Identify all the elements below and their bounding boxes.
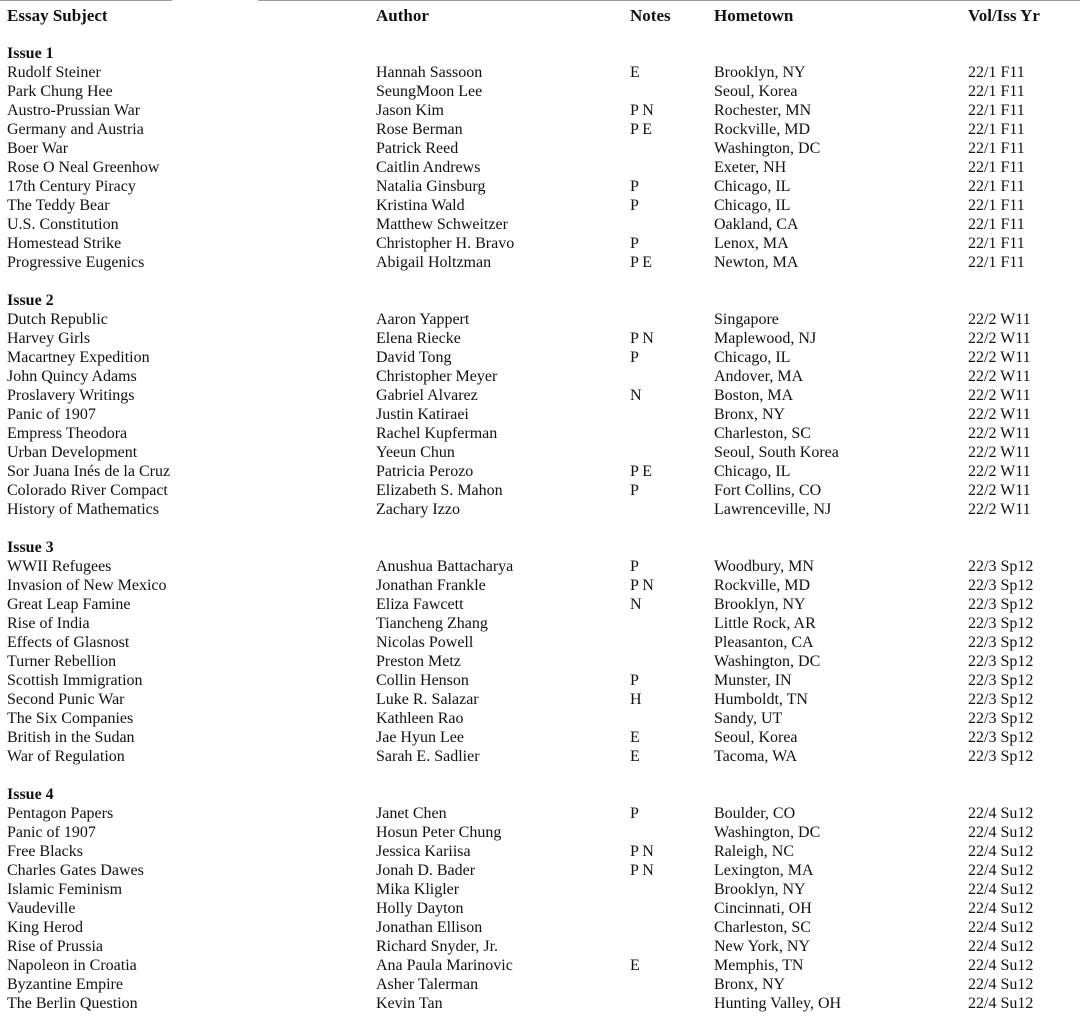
cell-author: Gabriel Alvarez: [376, 387, 478, 404]
cell-vol-iss-yr: 22/2 W11: [968, 406, 1031, 423]
table-row: [0, 443, 1080, 462]
table-row: [0, 367, 1080, 386]
cell-hometown: Chicago, IL: [714, 463, 791, 480]
cell-hometown: Seoul, South Korea: [714, 444, 839, 461]
cell-vol-iss-yr: 22/2 W11: [968, 425, 1031, 442]
cell-notes: P N: [630, 843, 654, 860]
cell-essay-subject: Effects of Glasnost: [7, 634, 130, 651]
cell-vol-iss-yr: 22/2 W11: [968, 444, 1031, 461]
table-row: [0, 424, 1080, 443]
table-row: [0, 196, 1080, 215]
cell-notes: H: [630, 691, 642, 708]
cell-notes: P: [630, 672, 639, 689]
table-header: [0, 6, 1080, 28]
cell-author: Patrick Reed: [376, 140, 459, 157]
section-spacer: [0, 766, 1080, 785]
table-row: [0, 842, 1080, 861]
cell-hometown: Seoul, Korea: [714, 83, 798, 100]
cell-author: Aaron Yappert: [376, 311, 470, 328]
cell-hometown: Lexington, MA: [714, 862, 814, 879]
cell-vol-iss-yr: 22/1 F11: [968, 254, 1025, 271]
cell-vol-iss-yr: 22/3 Sp12: [968, 634, 1034, 651]
cell-notes: E: [630, 957, 640, 974]
cell-author: Mika Kligler: [376, 881, 460, 898]
table-row: [0, 823, 1080, 842]
cell-hometown: Chicago, IL: [714, 197, 791, 214]
table-row: [0, 386, 1080, 405]
cell-hometown: Hunting Valley, OH: [714, 995, 842, 1012]
cell-vol-iss-yr: 22/1 F11: [968, 121, 1025, 138]
table-row: [0, 177, 1080, 196]
cell-essay-subject: Charles Gates Dawes: [7, 862, 144, 879]
cell-hometown: Brooklyn, NY: [714, 64, 806, 81]
top-rules: [0, 0, 1080, 3]
cell-hometown: Pleasanton, CA: [714, 634, 814, 651]
table-row: [0, 500, 1080, 519]
cell-vol-iss-yr: 22/1 F11: [968, 178, 1025, 195]
table-row: [0, 576, 1080, 595]
cell-essay-subject: Pentagon Papers: [7, 805, 114, 822]
cell-essay-subject: British in the Sudan: [7, 729, 135, 746]
cell-author: Zachary Izzo: [376, 501, 460, 518]
cell-vol-iss-yr: 22/3 Sp12: [968, 615, 1034, 632]
cell-hometown: Little Rock, AR: [714, 615, 816, 632]
cell-notes: P N: [630, 330, 654, 347]
table-row: [0, 82, 1080, 101]
cell-essay-subject: Rise of India: [7, 615, 90, 632]
cell-author: Kevin Tan: [376, 995, 443, 1012]
cell-essay-subject: Scottish Immigration: [7, 672, 143, 689]
cell-vol-iss-yr: 22/1 F11: [968, 102, 1025, 119]
cell-vol-iss-yr: 22/2 W11: [968, 482, 1031, 499]
cell-essay-subject: Sor Juana Inés de la Cruz: [7, 463, 171, 480]
cell-vol-iss-yr: 22/3 Sp12: [968, 748, 1034, 765]
cell-essay-subject: Rise of Prussia: [7, 938, 103, 955]
cell-hometown: Brooklyn, NY: [714, 596, 806, 613]
cell-hometown: Boulder, CO: [714, 805, 796, 822]
cell-author: SeungMoon Lee: [376, 83, 483, 100]
issue-title: Issue 4: [7, 786, 54, 803]
cell-hometown: Chicago, IL: [714, 178, 791, 195]
cell-vol-iss-yr: 22/4 Su12: [968, 824, 1034, 841]
cell-essay-subject: Proslavery Writings: [7, 387, 135, 404]
cell-vol-iss-yr: 22/1 F11: [968, 197, 1025, 214]
table-row: [0, 462, 1080, 481]
cell-essay-subject: Great Leap Famine: [7, 596, 131, 613]
cell-essay-subject: 17th Century Piracy: [7, 178, 136, 195]
cell-essay-subject: Progressive Eugenics: [7, 254, 145, 271]
cell-hometown: Cincinnati, OH: [714, 900, 812, 917]
cell-author: Jonathan Ellison: [376, 919, 483, 936]
cell-essay-subject: Panic of 1907: [7, 406, 96, 423]
cell-author: Matthew Schweitzer: [376, 216, 508, 233]
issue-title: Issue 3: [7, 539, 54, 556]
cell-author: Kristina Wald: [376, 197, 465, 214]
cell-author: Caitlin Andrews: [376, 159, 481, 176]
cell-notes: P: [630, 178, 639, 195]
table-row: [0, 880, 1080, 899]
table-row: [0, 614, 1080, 633]
table-row: [0, 747, 1080, 766]
cell-hometown: Fort Collins, CO: [714, 482, 822, 499]
cell-author: Asher Talerman: [376, 976, 479, 993]
cell-vol-iss-yr: 22/3 Sp12: [968, 653, 1034, 670]
cell-essay-subject: U.S. Constitution: [7, 216, 119, 233]
cell-author: Rachel Kupferman: [376, 425, 498, 442]
cell-notes: P: [630, 197, 639, 214]
cell-essay-subject: Islamic Feminism: [7, 881, 123, 898]
cell-author: Patricia Perozo: [376, 463, 474, 480]
table-row: [0, 120, 1080, 139]
table-row: [0, 329, 1080, 348]
cell-notes: P: [630, 349, 639, 366]
cell-hometown: Boston, MA: [714, 387, 794, 404]
cell-essay-subject: The Six Companies: [7, 710, 134, 727]
issue-heading: [0, 538, 1080, 557]
cell-notes: P: [630, 558, 639, 575]
cell-author: Nicolas Powell: [376, 634, 474, 651]
cell-notes: P N: [630, 577, 654, 594]
table-row: [0, 405, 1080, 424]
cell-essay-subject: Free Blacks: [7, 843, 83, 860]
cell-hometown: Rockville, MD: [714, 121, 810, 138]
cell-hometown: Woodbury, MN: [714, 558, 814, 575]
rule-segment: [0, 0, 172, 1]
cell-notes: N: [630, 596, 642, 613]
cell-vol-iss-yr: 22/2 W11: [968, 330, 1031, 347]
cell-essay-subject: Vaudeville: [7, 900, 76, 917]
cell-essay-subject: War of Regulation: [7, 748, 125, 765]
table-row: [0, 348, 1080, 367]
header-author: Author: [376, 6, 429, 25]
cell-essay-subject: Macartney Expedition: [7, 349, 150, 366]
header-hometown: Hometown: [714, 6, 794, 25]
cell-hometown: Seoul, Korea: [714, 729, 798, 746]
cell-author: Collin Henson: [376, 672, 469, 689]
cell-vol-iss-yr: 22/3 Sp12: [968, 710, 1034, 727]
issue-title: Issue 1: [7, 45, 54, 62]
cell-hometown: Charleston, SC: [714, 919, 811, 936]
table-row: [0, 595, 1080, 614]
essay-table-body: [0, 44, 1080, 1013]
cell-author: Elizabeth S. Mahon: [376, 482, 503, 499]
cell-notes: E: [630, 748, 640, 765]
cell-author: Holly Dayton: [376, 900, 464, 917]
table-row: [0, 633, 1080, 652]
table-row: [0, 709, 1080, 728]
table-row: [0, 728, 1080, 747]
cell-hometown: Brooklyn, NY: [714, 881, 806, 898]
cell-vol-iss-yr: 22/3 Sp12: [968, 596, 1034, 613]
cell-hometown: Rockville, MD: [714, 577, 810, 594]
cell-essay-subject: Boer War: [7, 140, 69, 157]
cell-hometown: Singapore: [714, 311, 779, 328]
cell-essay-subject: Second Punic War: [7, 691, 125, 708]
cell-hometown: Washington, DC: [714, 824, 821, 841]
cell-hometown: Lenox, MA: [714, 235, 789, 252]
cell-notes: P N: [630, 862, 654, 879]
cell-essay-subject: Harvey Girls: [7, 330, 91, 347]
cell-hometown: Sandy, UT: [714, 710, 783, 727]
cell-notes: P E: [630, 121, 653, 138]
cell-essay-subject: King Herod: [7, 919, 83, 936]
cell-vol-iss-yr: 22/1 F11: [968, 140, 1025, 157]
cell-essay-subject: The Berlin Question: [7, 995, 138, 1012]
cell-author: Hannah Sassoon: [376, 64, 483, 81]
cell-notes: P N: [630, 102, 654, 119]
cell-hometown: Raleigh, NC: [714, 843, 794, 860]
cell-hometown: Exeter, NH: [714, 159, 787, 176]
cell-essay-subject: The Teddy Bear: [7, 197, 110, 214]
cell-essay-subject: Byzantine Empire: [7, 976, 123, 993]
cell-vol-iss-yr: 22/3 Sp12: [968, 672, 1034, 689]
cell-essay-subject: Dutch Republic: [7, 311, 108, 328]
cell-author: Christopher Meyer: [376, 368, 498, 385]
cell-hometown: Washington, DC: [714, 140, 821, 157]
cell-notes: E: [630, 64, 640, 81]
cell-essay-subject: Austro-Prussian War: [7, 102, 141, 119]
cell-hometown: Oakland, CA: [714, 216, 799, 233]
cell-hometown: Lawrenceville, NJ: [714, 501, 832, 518]
issue-title: Issue 2: [7, 292, 54, 309]
table-row: [0, 690, 1080, 709]
cell-author: Justin Katiraei: [376, 406, 469, 423]
table-row: [0, 253, 1080, 272]
section-spacer: [0, 272, 1080, 291]
cell-hometown: Rochester, MN: [714, 102, 812, 119]
cell-vol-iss-yr: 22/4 Su12: [968, 919, 1034, 936]
table-row: [0, 861, 1080, 880]
cell-hometown: Andover, MA: [714, 368, 804, 385]
table-row: [0, 557, 1080, 576]
cell-vol-iss-yr: 22/1 F11: [968, 235, 1025, 252]
cell-notes: N: [630, 387, 642, 404]
cell-vol-iss-yr: 22/2 W11: [968, 311, 1031, 328]
cell-author: Sarah E. Sadlier: [376, 748, 480, 765]
cell-hometown: Charleston, SC: [714, 425, 811, 442]
cell-essay-subject: Urban Development: [7, 444, 138, 461]
cell-author: Yeeun Chun: [376, 444, 455, 461]
cell-notes: P: [630, 482, 639, 499]
cell-author: Christopher H. Bravo: [376, 235, 515, 252]
cell-essay-subject: Rudolf Steiner: [7, 64, 101, 81]
cell-vol-iss-yr: 22/2 W11: [968, 501, 1031, 518]
cell-notes: P: [630, 235, 639, 252]
cell-essay-subject: Invasion of New Mexico: [7, 577, 167, 594]
table-row: [0, 101, 1080, 120]
cell-notes: P E: [630, 254, 653, 271]
cell-hometown: Newton, MA: [714, 254, 799, 271]
cell-author: Luke R. Salazar: [376, 691, 479, 708]
cell-author: Elena Riecke: [376, 330, 461, 347]
cell-hometown: Bronx, NY: [714, 406, 786, 423]
cell-author: Richard Snyder, Jr.: [376, 938, 499, 955]
table-row: [0, 975, 1080, 994]
cell-essay-subject: Turner Rebellion: [7, 653, 117, 670]
cell-author: Jonah D. Bader: [376, 862, 476, 879]
cell-notes: P E: [630, 463, 653, 480]
cell-hometown: New York, NY: [714, 938, 811, 955]
cell-hometown: Bronx, NY: [714, 976, 786, 993]
cell-vol-iss-yr: 22/2 W11: [968, 368, 1031, 385]
section-spacer: [0, 519, 1080, 538]
cell-vol-iss-yr: 22/2 W11: [968, 387, 1031, 404]
cell-essay-subject: Empress Theodora: [7, 425, 128, 442]
header-vol-iss-yr: Vol/Iss Yr: [968, 6, 1040, 25]
table-row: [0, 310, 1080, 329]
table-row: [0, 994, 1080, 1013]
cell-vol-iss-yr: 22/4 Su12: [968, 995, 1034, 1012]
cell-hometown: Tacoma, WA: [714, 748, 797, 765]
table-row: [0, 956, 1080, 975]
cell-author: Janet Chen: [376, 805, 447, 822]
table-row: [0, 652, 1080, 671]
cell-essay-subject: Napoleon in Croatia: [7, 957, 137, 974]
header-notes: Notes: [630, 6, 671, 25]
cell-author: Tiancheng Zhang: [376, 615, 488, 632]
cell-vol-iss-yr: 22/3 Sp12: [968, 558, 1034, 575]
cell-author: Preston Metz: [376, 653, 461, 670]
cell-vol-iss-yr: 22/2 W11: [968, 463, 1031, 480]
cell-vol-iss-yr: 22/3 Sp12: [968, 729, 1034, 746]
cell-essay-subject: John Quincy Adams: [7, 368, 137, 385]
cell-vol-iss-yr: 22/1 F11: [968, 159, 1025, 176]
cell-vol-iss-yr: 22/1 F11: [968, 83, 1025, 100]
cell-vol-iss-yr: 22/4 Su12: [968, 957, 1034, 974]
cell-essay-subject: Homestead Strike: [7, 235, 122, 252]
table-row: [0, 899, 1080, 918]
table-row: [0, 158, 1080, 177]
cell-vol-iss-yr: 22/4 Su12: [968, 805, 1034, 822]
cell-hometown: Munster, IN: [714, 672, 792, 689]
cell-vol-iss-yr: 22/4 Su12: [968, 862, 1034, 879]
cell-vol-iss-yr: 22/4 Su12: [968, 938, 1034, 955]
cell-author: Kathleen Rao: [376, 710, 464, 727]
cell-hometown: Humboldt, TN: [714, 691, 808, 708]
cell-author: Rose Berman: [376, 121, 463, 138]
cell-essay-subject: History of Mathematics: [7, 501, 159, 518]
cell-vol-iss-yr: 22/4 Su12: [968, 843, 1034, 860]
rule-segment: [258, 0, 1080, 1]
cell-essay-subject: Colorado River Compact: [7, 482, 168, 499]
table-row: [0, 804, 1080, 823]
cell-hometown: Chicago, IL: [714, 349, 791, 366]
cell-author: Abigail Holtzman: [376, 254, 492, 271]
cell-author: David Tong: [376, 349, 452, 366]
cell-author: Jonathan Frankle: [376, 577, 486, 594]
cell-author: Ana Paula Marinovic: [376, 957, 513, 974]
cell-essay-subject: Germany and Austria: [7, 121, 144, 138]
cell-author: Jae Hyun Lee: [376, 729, 464, 746]
issue-heading: [0, 291, 1080, 310]
cell-hometown: Washington, DC: [714, 653, 821, 670]
table-row: [0, 234, 1080, 253]
cell-vol-iss-yr: 22/1 F11: [968, 216, 1025, 233]
cell-vol-iss-yr: 22/3 Sp12: [968, 691, 1034, 708]
table-row: [0, 215, 1080, 234]
cell-author: Anushua Battacharya: [376, 558, 514, 575]
issue-heading: [0, 44, 1080, 63]
header-essay-subject: Essay Subject: [7, 6, 108, 25]
cell-vol-iss-yr: 22/4 Su12: [968, 976, 1034, 993]
cell-vol-iss-yr: 22/1 F11: [968, 64, 1025, 81]
cell-notes: P: [630, 805, 639, 822]
cell-author: Natalia Ginsburg: [376, 178, 486, 195]
table-row: [0, 671, 1080, 690]
cell-author: Eliza Fawcett: [376, 596, 464, 613]
cell-vol-iss-yr: 22/4 Su12: [968, 900, 1034, 917]
table-row: [0, 918, 1080, 937]
cell-essay-subject: Panic of 1907: [7, 824, 96, 841]
cell-hometown: Maplewood, NJ: [714, 330, 817, 347]
cell-author: Jason Kim: [376, 102, 444, 119]
cell-author: Hosun Peter Chung: [376, 824, 502, 841]
table-row: [0, 937, 1080, 956]
issue-heading: [0, 785, 1080, 804]
table-row: [0, 63, 1080, 82]
cell-author: Jessica Kariisa: [376, 843, 471, 860]
cell-essay-subject: Park Chung Hee: [7, 83, 113, 100]
cell-vol-iss-yr: 22/2 W11: [968, 349, 1031, 366]
cell-essay-subject: WWII Refugees: [7, 558, 112, 575]
table-row: [0, 481, 1080, 500]
cell-hometown: Memphis, TN: [714, 957, 804, 974]
cell-essay-subject: Rose O Neal Greenhow: [7, 159, 160, 176]
table-row: [0, 139, 1080, 158]
cell-vol-iss-yr: 22/4 Su12: [968, 881, 1034, 898]
cell-notes: E: [630, 729, 640, 746]
cell-vol-iss-yr: 22/3 Sp12: [968, 577, 1034, 594]
